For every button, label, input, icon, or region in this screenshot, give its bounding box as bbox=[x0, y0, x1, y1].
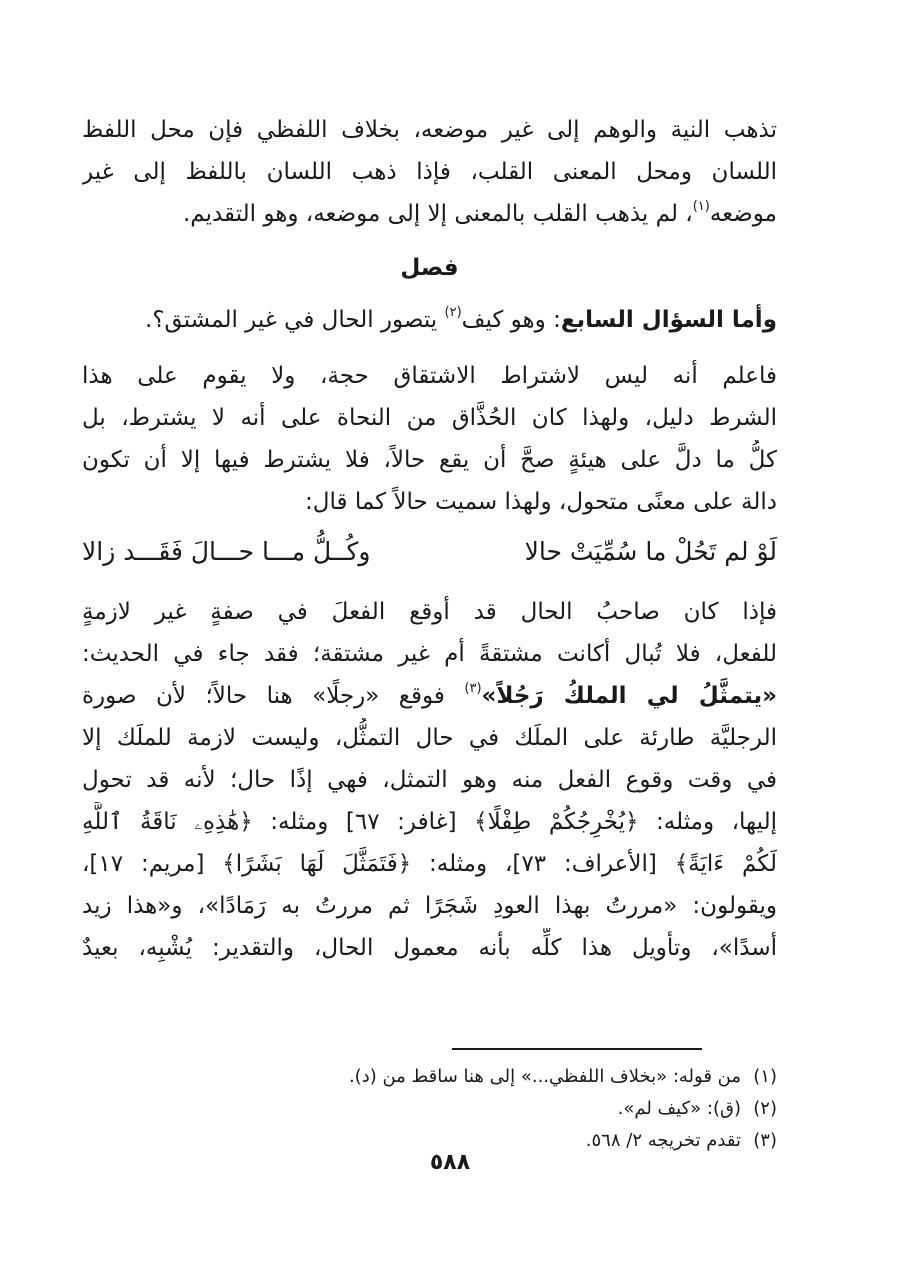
body-line-p3-6: إليها، ومثله: ﴿يُخْرِجُكُمْ طِفْلًا﴾ [غافر: ٦٧] ومثله: ﴿هَٰذِهِۦ نَاقَةُ ٱللَّهِ bbox=[82, 809, 777, 835]
text-span: : وهو كيف bbox=[461, 307, 561, 333]
body-line-p2-1: فاعلم أنه ليس لاشتراط الاشتقاق حجة، ولا يقوم على هذا bbox=[82, 363, 777, 389]
text-span: ، لم يذهب القلب بالمعنى إلا إلى موضعه، وهو التقديم. bbox=[182, 201, 693, 227]
body-line-p3-3 bbox=[82, 676, 777, 716]
footnote-ref: (٣) bbox=[464, 681, 482, 697]
footnote-1 bbox=[82, 1062, 777, 1092]
section-heading: فصل bbox=[400, 255, 459, 281]
footnote-text: من قوله: «بخلاف اللفظي...» إلى هنا ساقط من (د). bbox=[348, 1066, 741, 1087]
text-span: موضعه bbox=[709, 201, 777, 227]
footnote-ref: (١) bbox=[692, 199, 710, 215]
body-line-p2-2: الشرط دليل، ولهذا كان الحُذَّاق من النحاة على أنه لا يشترط، بل bbox=[82, 405, 777, 431]
footnote-number: (١) bbox=[753, 1066, 777, 1087]
verse-second-hemistich: وكُــلُّ مـــا حـــالَ فَقَـــد زالا bbox=[82, 537, 371, 566]
body-line-p3-8: ويقولون: «مررتُ بهذا العودِ شَجَرًا ثم مررتُ به رَمَادًا»، و«هذا زيد bbox=[82, 893, 777, 919]
footnote-text: (ق): «كيف لم». bbox=[617, 1098, 741, 1119]
body-line-p3-1: فإذا كان صاحبُ الحال قد أوقع الفعلَ في صفةٍ غير لازمةٍ bbox=[82, 599, 777, 625]
body-line-p2-3: كلُّ ما دلَّ على هيئةٍ صحَّ أن يقع حالاً، فلا يشترط فيها إلا أن تكون bbox=[82, 447, 777, 473]
poetry-verse bbox=[82, 530, 777, 574]
footnote-ref: (٢) bbox=[444, 305, 462, 321]
body-line-p3-9: أسدًا»، وتأويل هذا كلِّه بأنه معمول الحال، والتقدير: يُشْبِه، بعيدٌ bbox=[82, 935, 777, 961]
footnote-2 bbox=[82, 1094, 777, 1124]
body-line-p3-4: الرجليَّة طارئة على الملَك في حال التمثُّل، وليست لازمة للملَك إلا bbox=[82, 725, 777, 751]
text-span: فوقع «رجلًا» هنا حالاً؛ لأن صورة bbox=[82, 683, 465, 709]
body-line-1: تذهب النية والوهم إلى غير موضعه، بخلاف اللفظي فإن محل اللفظ bbox=[82, 117, 777, 143]
question-line bbox=[82, 300, 777, 340]
body-line-3 bbox=[82, 194, 777, 234]
verse-first-hemistich: لَوْ لم تَحُلْ ما سُمِّيَتْ حالا bbox=[524, 537, 777, 566]
body-line-p3-2: للفعل، فلا تُبال أكانت مشتقةً أم غير مشتقة؛ فقد جاء في الحديث: bbox=[82, 641, 777, 667]
footnote-number: (٣) bbox=[753, 1130, 777, 1151]
body-line-p2-4: دالة على معنًى متحول، ولهذا سميت حالاً كما قال: bbox=[305, 489, 777, 515]
footnote-separator bbox=[452, 1048, 702, 1050]
footnote-number: (٢) bbox=[753, 1098, 777, 1119]
body-line-p3-5: في وقت وقوع الفعل منه وهو التمثل، فهي إذًا حال؛ لأنه قد تحول bbox=[82, 767, 777, 793]
body-line-2: اللسان ومحل المعنى القلب، فإذا ذهب اللسان باللفظ إلى غير bbox=[82, 159, 777, 185]
body-line-p3-7: لَكُمْ ءَايَةً﴾ [الأعراف: ٧٣]، ومثله: ﴿فَتَمَثَّلَ لَهَا بَشَرًا﴾ [مريم: ١٧]، bbox=[82, 851, 777, 877]
text-span: يتصور الحال في غير المشتق؟. bbox=[145, 307, 445, 333]
question-label: وأما السؤال السابع bbox=[560, 307, 777, 333]
footnote-text: تقدم تخريجه ٢/ ٥٦٨. bbox=[585, 1130, 741, 1151]
page-number: ٥٨٨ bbox=[429, 1150, 471, 1175]
hadith-quote: «يتمثَّلُ لي الملكُ رَجُلاً» bbox=[481, 683, 777, 709]
